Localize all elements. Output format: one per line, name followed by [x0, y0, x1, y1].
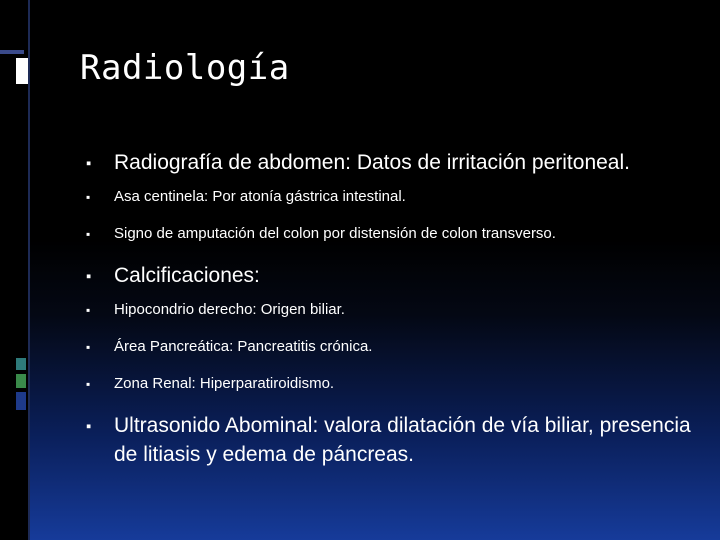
- accent-block: [16, 358, 26, 370]
- bullet-text: Asa centinela: Por atonía gástrica intestinal.: [114, 188, 406, 205]
- bullet-item: [86, 261, 692, 290]
- slide-title: Radiología: [80, 48, 290, 88]
- bullet-text: Hipocondrio derecho: Origen biliar.: [114, 301, 345, 318]
- bullet-text: Calcificaciones:: [114, 264, 260, 287]
- bullet-text: Ultrasonido Abominal: valora dilatación de vía biliar, presencia de litiasis y edema de páncreas.: [114, 414, 691, 466]
- bullet-item: [86, 224, 692, 244]
- bullet-list: [86, 148, 692, 479]
- square-bullet-icon: ▪: [86, 268, 92, 285]
- square-bullet-icon: ▪: [86, 190, 91, 204]
- left-divider-line: [28, 0, 30, 540]
- square-bullet-icon: ▪: [86, 303, 91, 317]
- bullet-text: Área Pancreática: Pancreatitis crónica.: [114, 338, 373, 355]
- accent-block: [0, 50, 24, 54]
- bullet-text: Radiografía de abdomen: Datos de irritación peritoneal.: [114, 151, 630, 174]
- bullet-text: Signo de amputación del colon por distensión de colon transverso.: [114, 225, 556, 242]
- bullet-item: [86, 187, 692, 207]
- accent-block: [16, 58, 28, 84]
- accent-block: [16, 392, 26, 410]
- square-bullet-icon: ▪: [86, 377, 91, 391]
- bullet-item: [86, 148, 692, 177]
- square-bullet-icon: ▪: [86, 340, 91, 354]
- bullet-item: [86, 337, 692, 357]
- accent-block: [16, 374, 26, 388]
- square-bullet-icon: ▪: [86, 418, 92, 435]
- bullet-item: [86, 300, 692, 320]
- bullet-item: [86, 411, 692, 469]
- bullet-item: [86, 374, 692, 394]
- square-bullet-icon: ▪: [86, 155, 92, 172]
- bullet-text: Zona Renal: Hiperparatiroidismo.: [114, 375, 335, 392]
- square-bullet-icon: ▪: [86, 227, 91, 241]
